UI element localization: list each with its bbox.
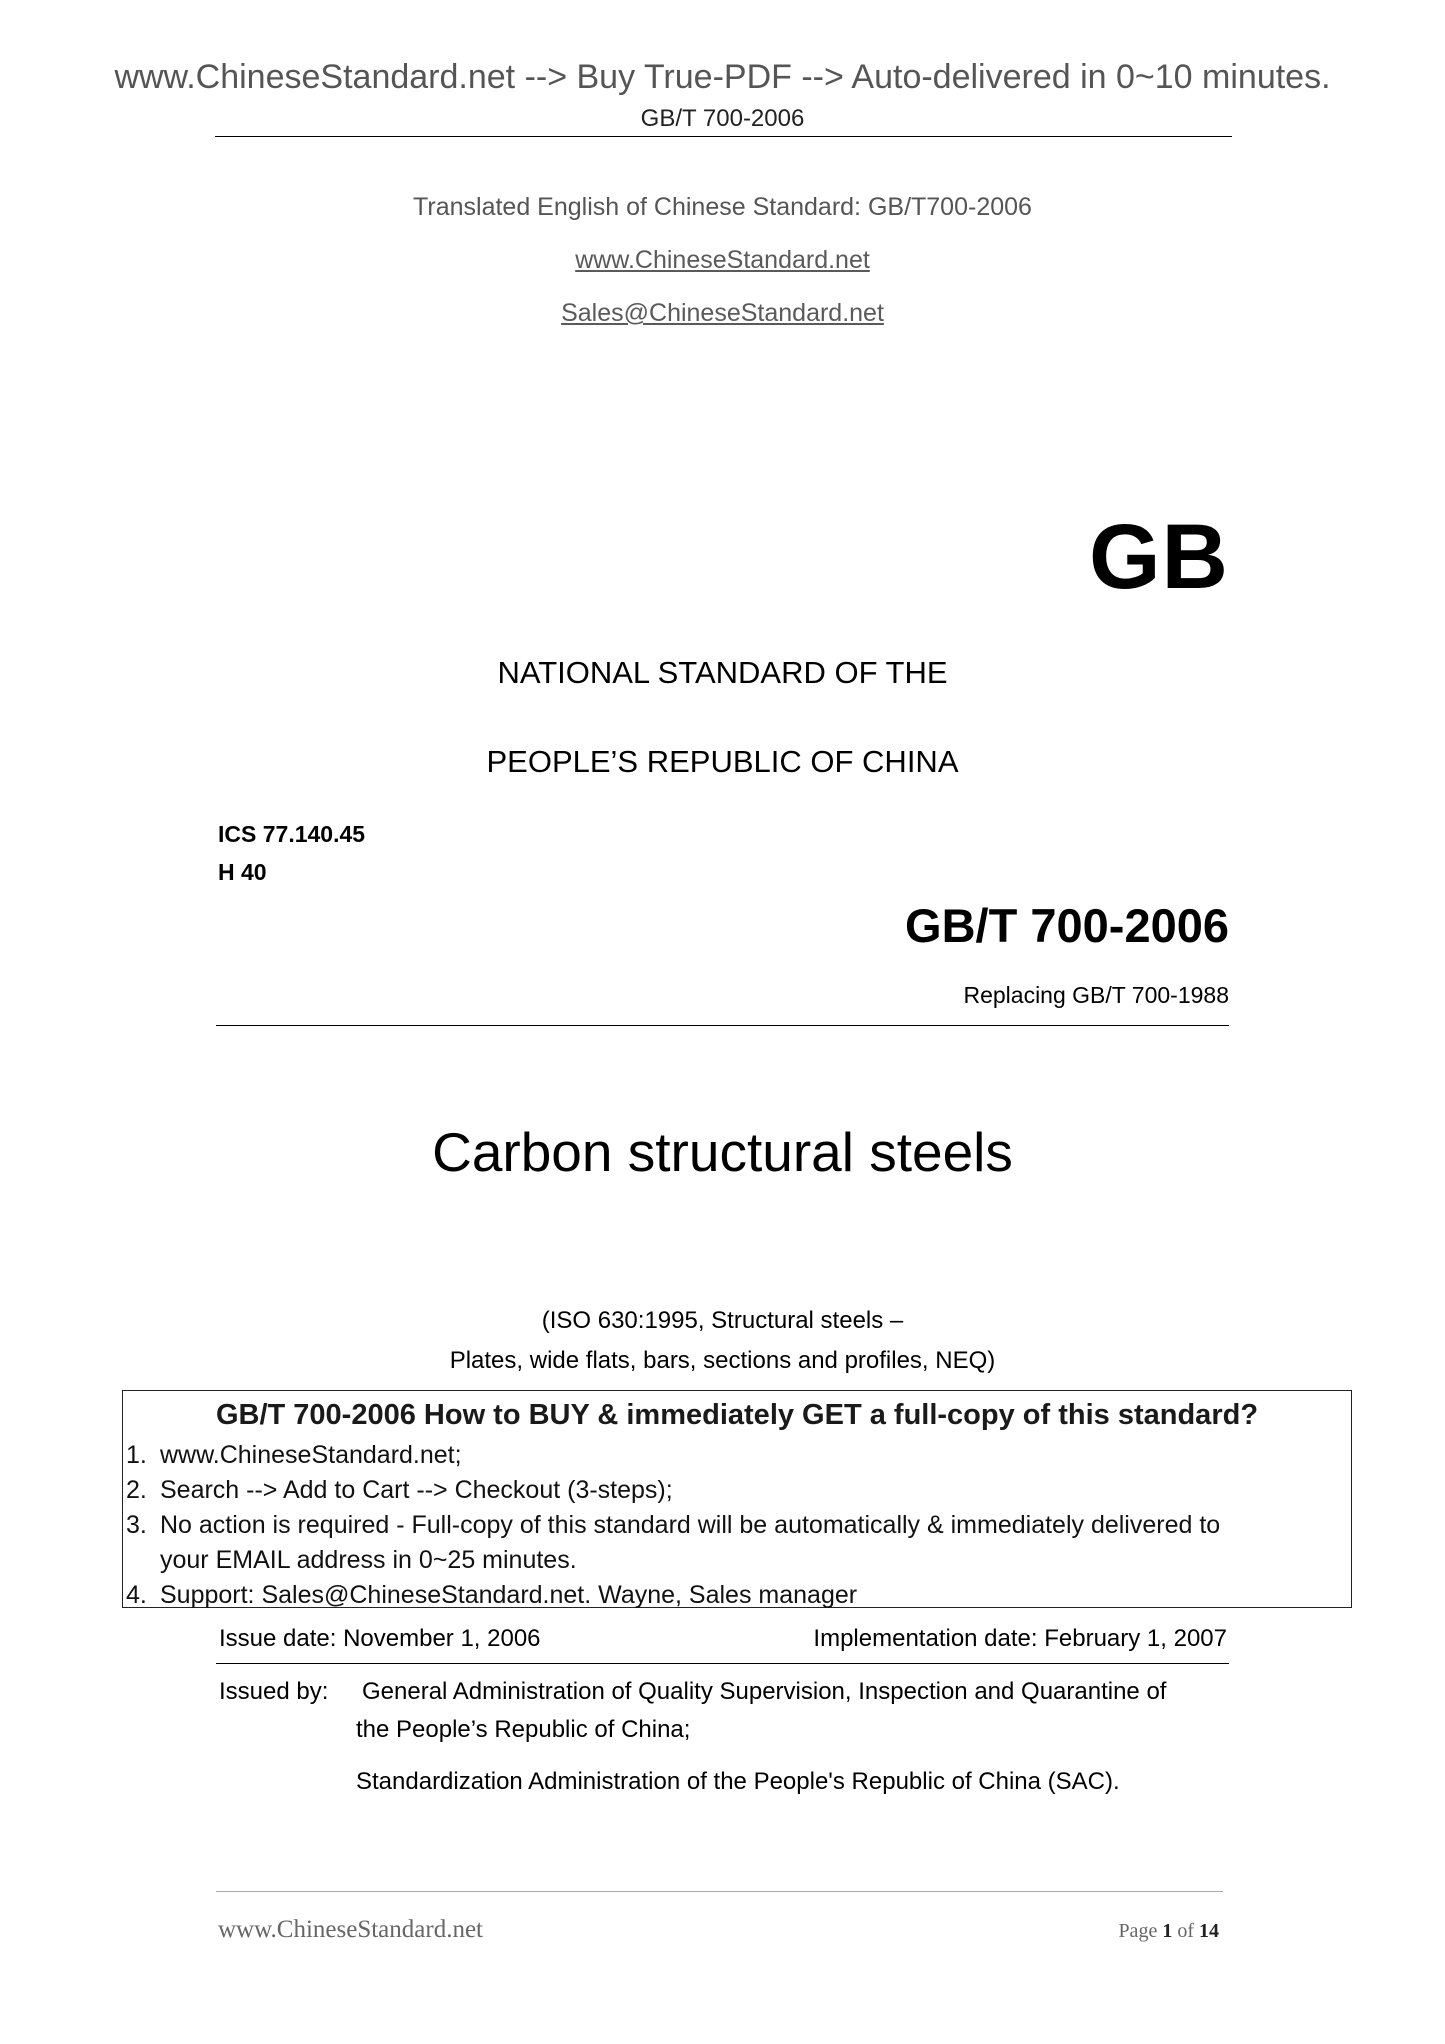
step-number: 3. xyxy=(126,1511,147,1539)
page-number xyxy=(1118,1920,1219,1943)
purchase-step-continued xyxy=(126,1546,577,1575)
ics-code: ICS 77.140.45 xyxy=(218,821,366,847)
dates-divider xyxy=(216,1663,1229,1664)
standard-number: GB/T 700-2006 xyxy=(905,899,1229,952)
document-title: Carbon structural steels xyxy=(432,1121,1013,1183)
replacing-note: Replacing GB/T 700-1988 xyxy=(963,982,1229,1008)
purchase-box-title: GB/T 700-2006 How to BUY & immediately GET a full-copy of this standard? xyxy=(215,1399,1259,1431)
title-divider xyxy=(216,1025,1229,1026)
national-standard-line2: PEOPLE’S REPUBLIC OF CHINA xyxy=(486,744,959,779)
page-mid: of xyxy=(1172,1920,1199,1942)
step-text: No action is required - Full-copy of this standard will be automatically & immediately delivered to xyxy=(160,1511,1221,1539)
footer-site-container xyxy=(218,1916,483,1944)
header-divider xyxy=(215,136,1232,137)
step-number: 1. xyxy=(126,1441,147,1469)
page-prefix: Page xyxy=(1118,1920,1163,1942)
h-code: H 40 xyxy=(218,859,267,885)
issued-by-label: Issued by: xyxy=(219,1678,329,1705)
site-link[interactable]: www.ChineseStandard.net xyxy=(575,246,870,274)
step-text: your EMAIL address in 0~25 minutes. xyxy=(160,1546,577,1574)
footer-divider xyxy=(216,1891,1223,1892)
purchase-step xyxy=(126,1441,462,1470)
purchase-step xyxy=(126,1476,673,1505)
issuer-1-line1: General Administration of Quality Supervision, Inspection and Quarantine of xyxy=(362,1678,1167,1705)
issuer-2: Standardization Administration of the People's Republic of China (SAC). xyxy=(356,1768,1120,1795)
top-banner: www.ChineseStandard.net --> Buy True-PDF --> Auto-delivered in 0~10 minutes. xyxy=(114,58,1331,96)
step-text: Support: Sales@ChineseStandard.net. Wayne, Sales manager xyxy=(160,1581,858,1609)
footer-site-link[interactable]: www.ChineseStandard.net xyxy=(218,1916,483,1943)
purchase-step xyxy=(126,1511,1220,1540)
implementation-date: Implementation date: February 1, 2007 xyxy=(813,1625,1227,1652)
email-link-container xyxy=(0,299,1445,328)
header-standard-code: GB/T 700-2006 xyxy=(640,105,805,132)
step-number: 4. xyxy=(126,1581,147,1609)
step-number: 2. xyxy=(126,1476,147,1504)
iso-reference-line2: Plates, wide flats, bars, sections and profiles, NEQ) xyxy=(449,1347,996,1374)
page-current: 1 xyxy=(1162,1920,1173,1942)
site-link-container xyxy=(0,246,1445,275)
purchase-step xyxy=(126,1581,857,1610)
national-standard-line1: NATIONAL STANDARD OF THE xyxy=(497,655,948,690)
step-text: Search --> Add to Cart --> Checkout (3-steps); xyxy=(160,1476,673,1504)
purchase-info-box xyxy=(122,1390,1352,1608)
gb-logo: GB xyxy=(1089,506,1229,608)
step-text: www.ChineseStandard.net; xyxy=(160,1441,462,1469)
issue-date: Issue date: November 1, 2006 xyxy=(219,1625,541,1652)
iso-reference-line1: (ISO 630:1995, Structural steels – xyxy=(541,1307,904,1334)
sales-email-link[interactable]: Sales@ChineseStandard.net xyxy=(561,299,884,327)
issuer-1-line2: the People’s Republic of China; xyxy=(356,1716,691,1743)
translated-note: Translated English of Chinese Standard: GB/T700-2006 xyxy=(413,193,1032,221)
page-total: 14 xyxy=(1199,1920,1219,1942)
